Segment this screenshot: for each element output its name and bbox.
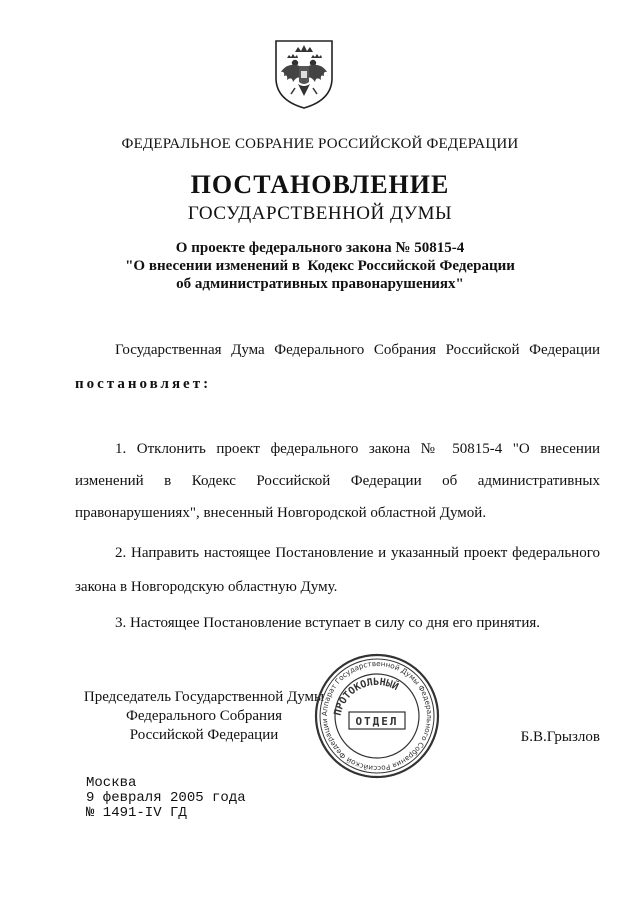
footer-number: № 1491-IV ГД [86,805,187,821]
item-text: 1. Отклонить проект федерального закона № 50815-4 "О внесении изменений в Кодекс Российской Федерации об административных правонарушениях", внесенный Новгородской областной Думой. [75,441,600,521]
document-footer [86,776,246,821]
position-line: Российской Федерации [129,727,279,743]
organization-name: ФЕДЕРАЛЬНОЕ СОБРАНИЕ РОССИЙСКОЙ ФЕДЕРАЦИИ [121,136,519,152]
footer-date: 9 февраля 2005 года [86,790,246,806]
heading-line: об административных правонарушениях" [176,276,464,292]
intro-text: Государственная Дума Федерального Собрания Российской Федерации [115,342,600,358]
heading-line: О проекте федерального закона № 50815-4 [175,240,465,256]
resolution-item-3 [75,606,600,640]
document-title: ПОСТАНОВЛЕНИЕ [190,170,450,199]
document-subtitle: ГОСУДАРСТВЕННОЙ ДУМЫ [187,203,453,224]
heading-line: "О внесении изменений в Кодекс Российской Федерации [125,258,515,274]
item-text: 2. Направить настоящее Постановление и указанный проект федерального закона в Новгородскую областную Думу. [75,545,600,595]
signatory-position [74,688,334,745]
footer-city: Москва [86,775,137,791]
position-line: Председатель Государственной Думы [83,689,325,705]
intro-paragraph [75,333,600,401]
position-line: Федерального Собрания [125,708,283,724]
decree-word: постановляет: [75,376,212,392]
document-heading [0,239,640,293]
signatory-name: Б.В.Грызлов [520,729,600,745]
stamp-outer-text: Аппарат Государственной Думы Федерального Собрания Российской Федерации [319,658,435,774]
item-text: 3. Настоящее Постановление вступает в силу со дня его принятия. [115,615,541,631]
official-stamp [313,652,441,780]
coat-of-arms-icon [273,38,335,110]
resolution-item-1 [75,433,600,529]
stamp-middle-text: ПРОТОКОЛЬНЫЙ [332,676,401,717]
resolution-item-2 [75,536,600,604]
stamp-center-text: ОТДЕЛ [355,715,399,728]
